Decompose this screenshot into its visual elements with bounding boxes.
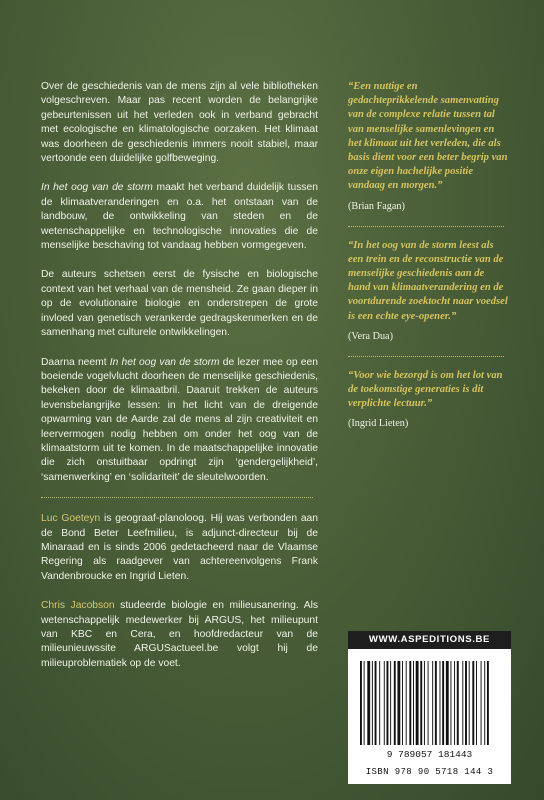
quote-source: (Vera Dua) [348,330,393,342]
isbn-number: ISBN 978 90 5718 144 3 [365,767,494,777]
quote-divider [348,226,504,227]
history-paragraph: Daarna neemt In het oog van de storm de lezer mee op een boeiende vogelvlucht doorheen de menselijke geschiedenis, bekeken door de klimaatbril. Daaruit trekken de auteurs levensbelangrijke lessen: in het licht van de dreigende opwarming van de Aarde zal de mens al zijn creativiteit en leervermogen nodig hebben om onder het oog van de klimaatstorm uit te komen. In de maatschappelijke innovatie die zich onstuitbaar opdringt zijn ‘gendergelijkheid’, ‘samenwerking’ en ‘solidariteit’ de sleutelwoorden. [41,356,318,483]
publisher-url: WWW.ASPEDITIONS.BE [348,631,511,649]
barcode-digits: 9 789057 181443 [386,749,473,759]
review-quote: “In het oog van de storm leest als een trein en de reconstructie van de menselijke geschiedenis aan de hand van klimaatverandering en de voortdurende zoektocht naar voedsel is een echte eye-opener.” [348,239,508,322]
intro-paragraph: Over de geschiedenis van de mens zijn al vele bibliotheken volgeschreven. Maar pas recent worden de belangrijke gebeurtenissen uit het verleden ook in verband gebracht met ecologische en klimatologische oorzaken. Het klimaat was doorheen de geschiedenis immers nooit stabiel, maar vertoonde een duidelijke golfbeweging. [41,81,318,165]
quote-divider [348,356,504,357]
quote-source: (Ingrid Lieten) [348,418,409,430]
book-title: In het oog van de storm [41,182,153,194]
author-bio: Chris Jacobson studeerde biologie en milieusanering. Als wetenschappelijk medewerker bij ARGUS, het milieupunt van KBC en Cera, en hoofdredacteur van de milieunieuwssite ARGUSactueel.be volgt hij de milieuproblematiek op de voet. [41,600,319,669]
barcode-icon [356,661,503,759]
book-paragraph: In het oog van de storm maakt het verband duidelijk tussen de klimaatveranderingen en o.a. het ontstaan van de landbouw, de ontwikkeling van steden en de wetenschappelijke en technologische innovaties die de menselijke beschaving tot vandaag hebben vormgegeven. [41,182,318,252]
review-quote: “Een nuttige en gedachteprikkelende samenvatting van de complexe relatie tussen tal van menselijke samenlevingen en het klimaat uit het verleden, die als basis dient voor een beter begrip van onze eigen hachelijke positie vandaag en morgen.” [348,81,508,192]
back-cover-text [41,80,318,686]
review-quotes [348,80,508,431]
author-bio: Luc Goeteyn is geograaf-planoloog. Hij was verbonden aan de Bond Beter Leefmilieu, is adjunct-directeur bij de Minaraad en is sinds 2006 gedetacheerd naar de Vlaamse Regering als raadgever van achtereenvolgens Frank Vandenbroucke en Ingrid Lieten. [41,513,318,582]
author-name: Chris Jacobson [41,600,115,612]
quote-source: (Brian Fagan) [348,200,405,212]
review-quote: “Voor wie bezorgd is om het lot van de toekomstige generaties is dit verplichte lectuur.” [348,369,503,410]
author-name: Luc Goeteyn [41,513,101,525]
context-paragraph: De auteurs schetsen eerst de fysische en biologische context van het verhaal van de mensheid. Ze gaan dieper in op de evolutionaire biologie en onderstrepen de grote invloed van genetisch verankerde gedragskenmerken en de samenhang met culturele ontwikkelingen. [41,269,318,339]
barcode-panel [348,631,511,784]
section-divider [41,497,313,498]
book-title: In het oog van de storm [109,356,220,368]
